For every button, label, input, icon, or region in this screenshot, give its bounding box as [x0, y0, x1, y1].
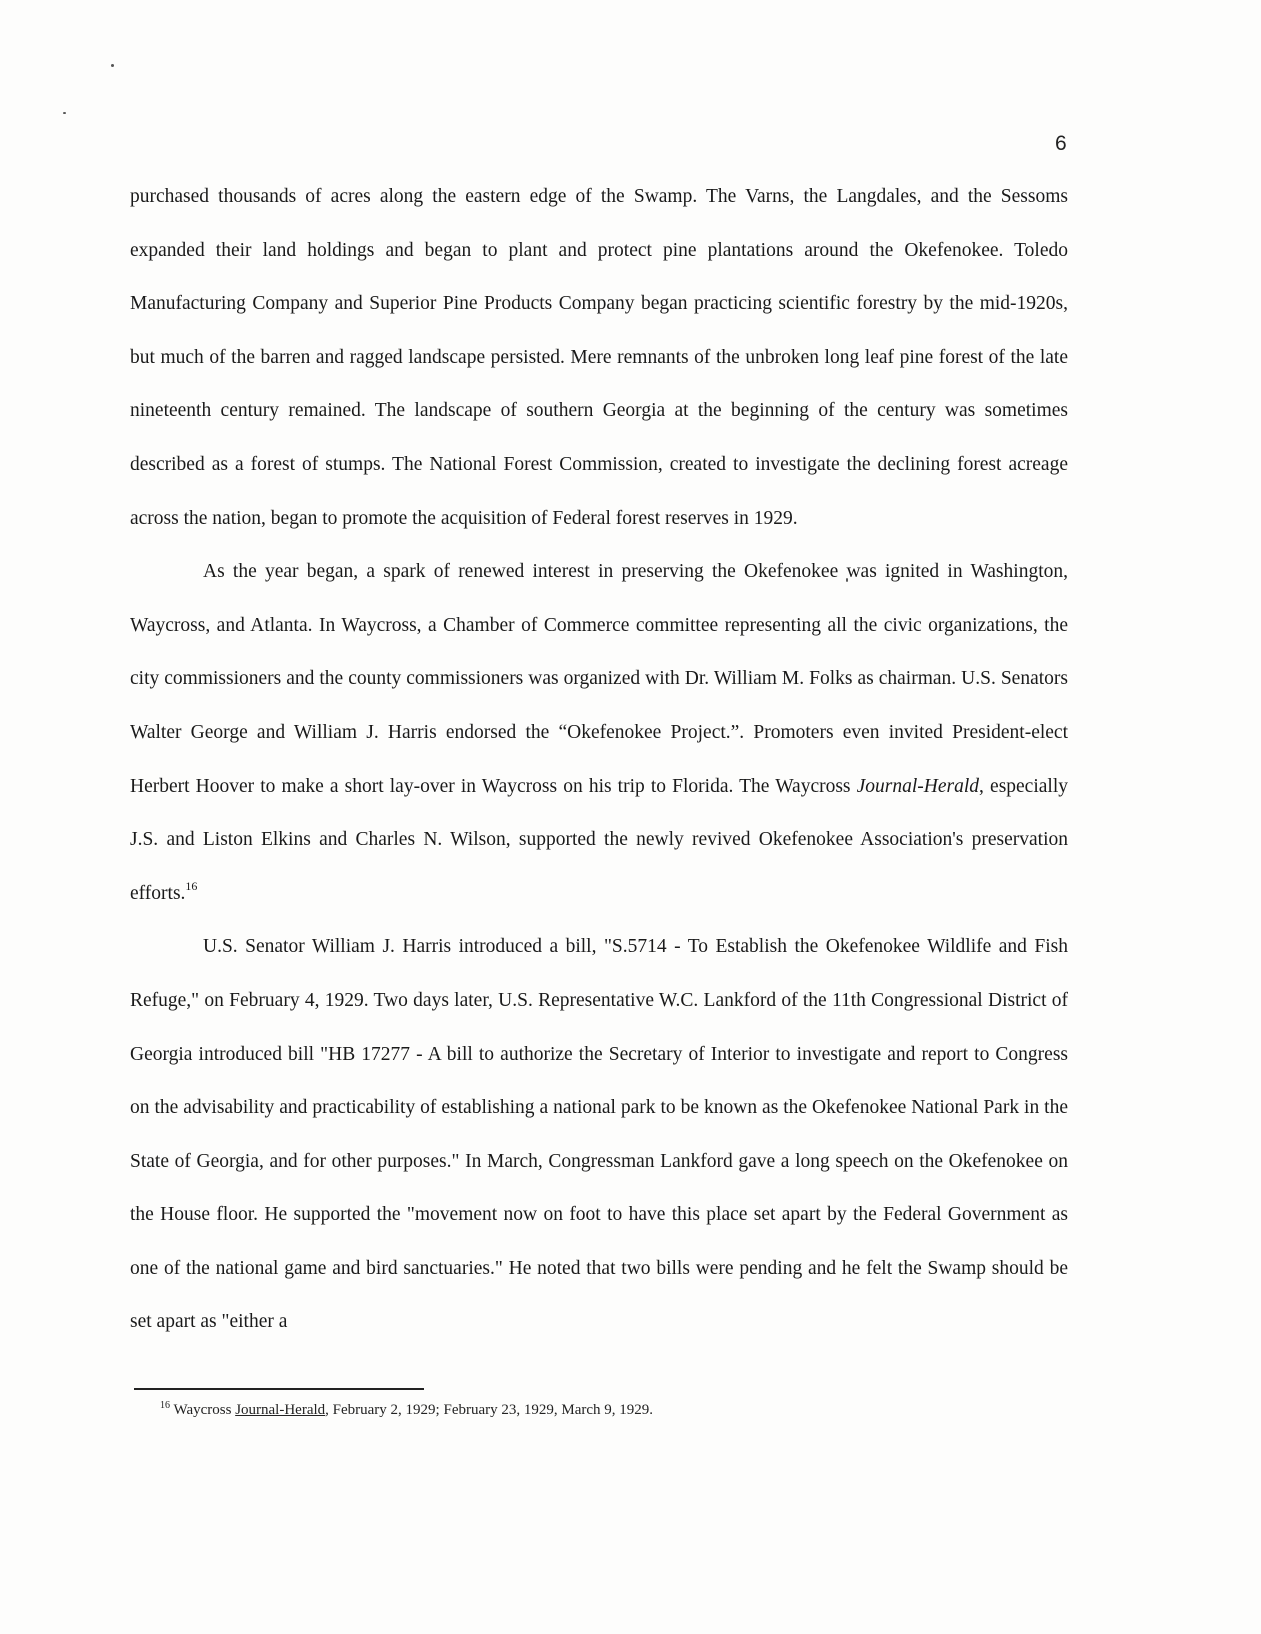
- footnote-divider: [134, 1388, 424, 1390]
- paragraph-2-text: As the year began, a spark of renewed interest in preserving the Okefenokee was ignited in Washington, Waycross, and Atlanta. In Waycross, a Chamber of Commerce committee representing all the civic organizations, the city commissioners and the county commissioners was organized with Dr. William M. Folks as chairman. U.S. Senators Walter George and William J. Harris endorsed the “Okefenokee Project.”. Promoters even invited President-elect Herbert Hoover to make a short lay-over in Waycross on his trip to Florida. The Waycross: [130, 561, 1068, 797]
- scan-speck: [111, 64, 114, 67]
- footnote: [160, 1402, 653, 1419]
- page-number: 6: [1055, 132, 1067, 155]
- newspaper-title: Journal-Herald: [856, 775, 980, 797]
- footnote-text-continued: , February 2, 1929; February 23, 1929, March 9, 1929.: [325, 1402, 654, 1418]
- footnote-number: 16: [160, 1400, 170, 1411]
- paragraph-3-text: U.S. Senator William J. Harris introduced a bill, "S.5714 - To Establish the Okefenokee Wildlife and Fish Refuge," on February 4, 1929. Two days later, U.S. Representative W.C. Lankford of the 11th Congressional District of Georgia introduced bill "HB 17277 - A bill to authorize the Secretary of Interior to investigate and report to Congress on the advisability and practicability of establishing a national park to be known as the Okefenokee National Park in the State of Georgia, and for other purposes." In March, Congressman Lankford gave a long speech on the Okefenokee on the House floor. He supported the "movement now on foot to have this place set apart by the Federal Government as one of the national game and bird sanctuaries." He noted that two bills were pending and he felt the Swamp should be set apart as "either a: [130, 936, 1068, 1333]
- footnote-reference: 16: [185, 878, 198, 893]
- footnote-text: Waycross: [173, 1402, 236, 1418]
- paragraph-2: [130, 545, 1068, 920]
- body-text: [130, 170, 1068, 1349]
- paragraph-1: [130, 170, 1068, 545]
- paragraph-2-text-continued: , especially J.S. and Liston Elkins and Charles N. Wilson, supported the newly revived Okefenokee Association's preservation efforts.: [130, 775, 1068, 904]
- paragraph-3: [130, 920, 1068, 1349]
- footnote-newspaper-title: Journal-Herald: [235, 1402, 326, 1418]
- scan-speck: [63, 112, 66, 114]
- paragraph-1-text: purchased thousands of acres along the eastern edge of the Swamp. The Varns, the Langdales, and the Sessoms expanded their land holdings and began to plant and protect pine plantations around the Okefenokee. Toledo Manufacturing Company and Superior Pine Products Company began practicing scientific forestry by the mid-1920s, but much of the barren and ragged landscape persisted. Mere remnants of the unbroken long leaf pine forest of the late nineteenth century remained. The landscape of southern Georgia at the beginning of the century was sometimes described as a forest of stumps. The National Forest Commission, created to investigate the declining forest acreage across the nation, began to promote the acquisition of Federal forest reserves in 1929.: [130, 186, 1068, 529]
